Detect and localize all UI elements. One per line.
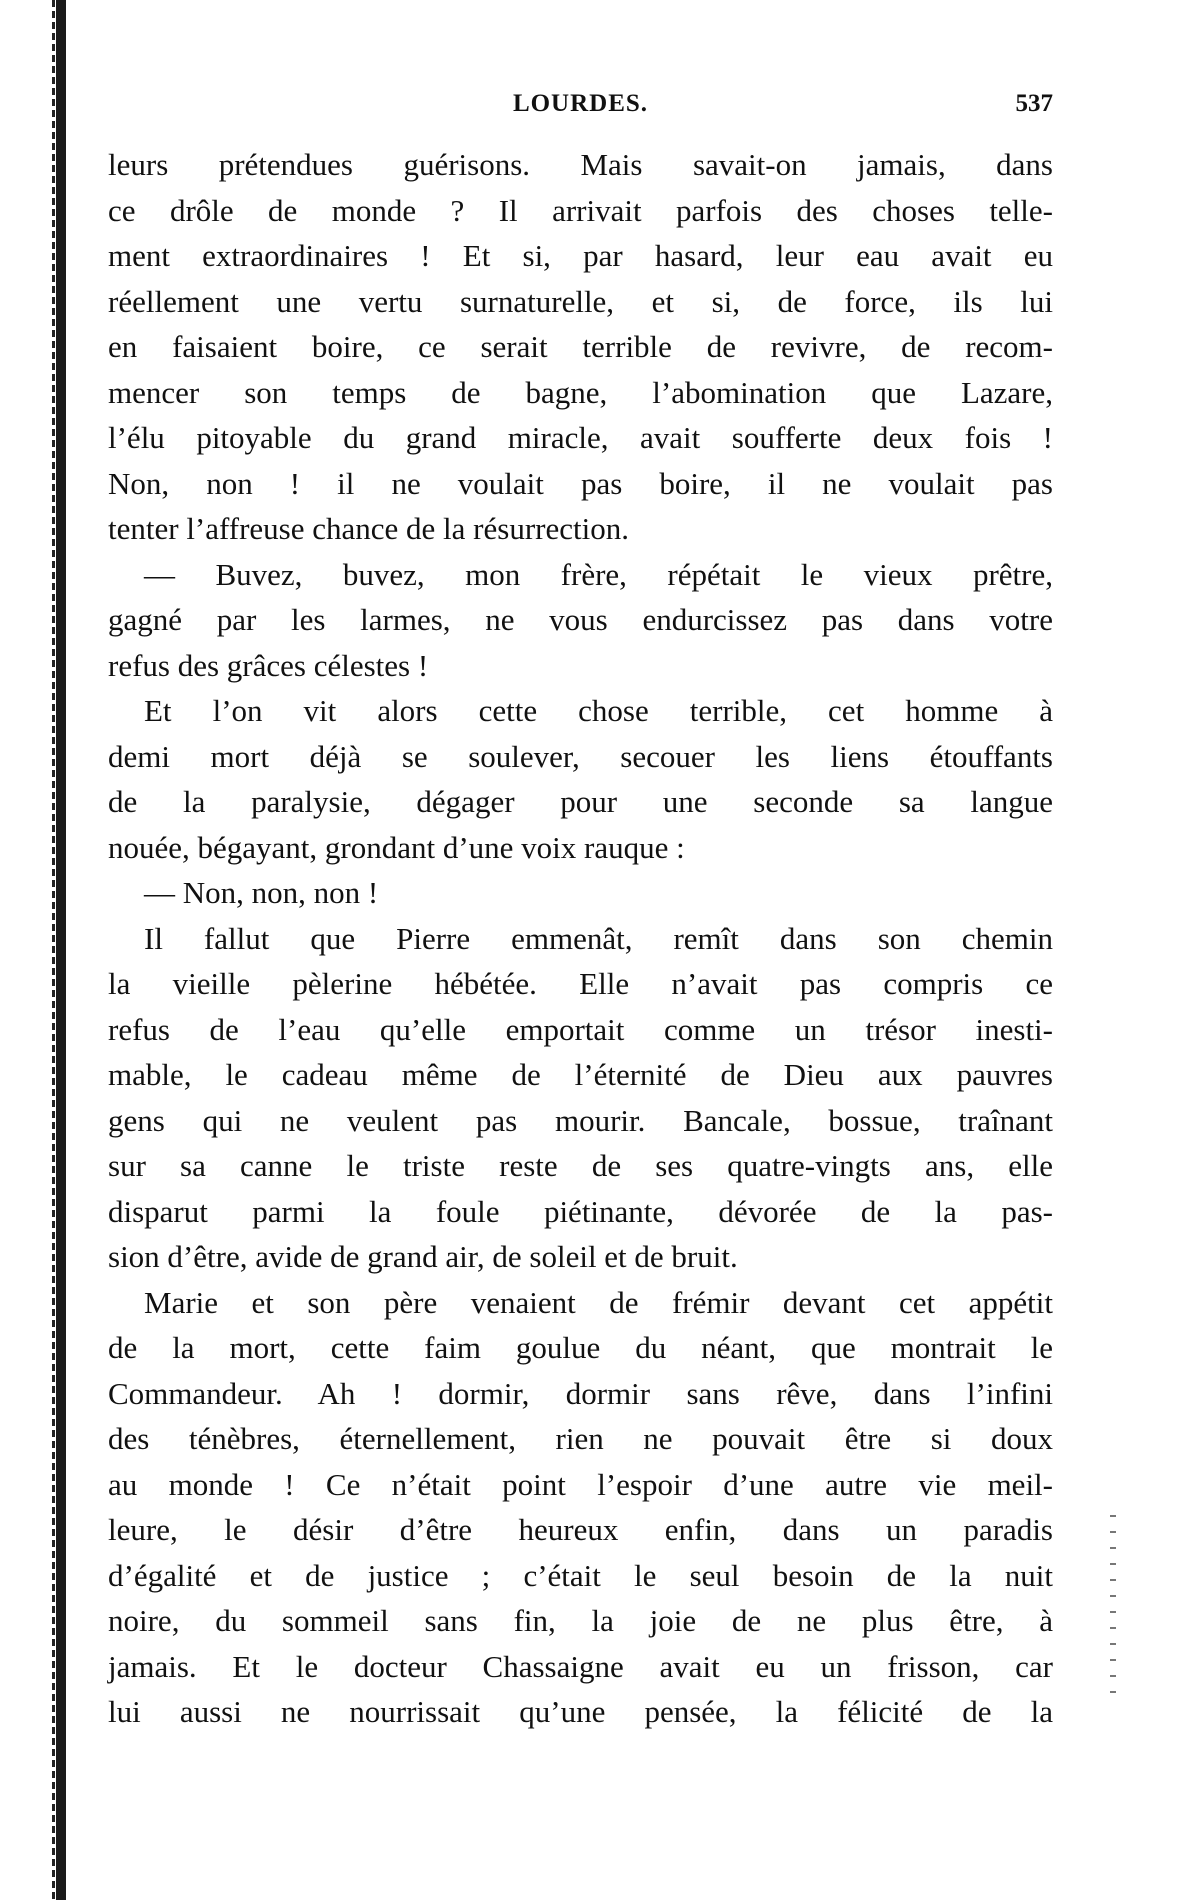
running-title: LOURDES. — [512, 90, 649, 117]
text-line: Non, non ! il ne voulait pas boire, il ne voulait pas — [108, 465, 1053, 501]
body-text — [108, 142, 1053, 1735]
text-line: l’élu pitoyable du grand miracle, avait soufferte deux fois ! — [108, 420, 1053, 455]
text-line: d’égalité et de justice ; c’était le seul besoin de la nuit — [108, 1557, 1053, 1593]
book-binding-edge — [56, 0, 66, 1900]
text-line: sion d’être, avide de grand air, de soleil et de bruit. — [108, 1239, 738, 1274]
text-line: Et l’on vit alors cette chose terrible, cet homme à — [144, 693, 1053, 728]
text-line: Marie et son père venaient de frémir devant cet appétit — [144, 1284, 1053, 1320]
text-line: gagné par les larmes, ne vous endurcissez pas dans votre — [108, 602, 1053, 637]
text-line: lui aussi ne nourrissait qu’une pensée, la félicité de la — [108, 1694, 1053, 1729]
text-line: refus des grâces célestes ! — [108, 647, 429, 683]
text-line: en faisaient boire, ce serait terrible de revivre, de recom- — [108, 329, 1053, 364]
text-line: au monde ! Ce n’était point l’espoir d’une autre vie meil- — [108, 1466, 1053, 1502]
margin-marks — [1110, 1515, 1116, 1707]
text-line: nouée, bégayant, grondant d’une voix rauque : — [108, 829, 685, 865]
page-number: 537 — [1015, 90, 1053, 117]
page-header — [108, 90, 1053, 126]
text-line: demi mort déjà se soulever, secouer les liens étouffants — [108, 738, 1053, 774]
text-line: noire, du sommeil sans fin, la joie de ne plus être, à — [108, 1603, 1053, 1638]
text-line: ce drôle de monde ? Il arrivait parfois des choses telle- — [108, 192, 1053, 228]
text-line: leurs prétendues guérisons. Mais savait-on jamais, dans — [108, 147, 1053, 182]
text-line: jamais. Et le docteur Chassaigne avait eu un frisson, car — [108, 1648, 1053, 1684]
text-line: refus de l’eau qu’elle emportait comme un trésor inesti- — [108, 1011, 1053, 1047]
text-line: des ténèbres, éternellement, rien ne pouvait être si doux — [108, 1421, 1053, 1456]
text-line: disparut parmi la foule piétinante, dévorée de la pas- — [108, 1193, 1053, 1229]
text-line: Il fallut que Pierre emmenât, remît dans son chemin — [144, 920, 1053, 956]
book-binding-pattern — [52, 0, 55, 1900]
text-line: gens qui ne veulent pas mourir. Bancale, bossue, traînant — [108, 1102, 1053, 1138]
text-line: tenter l’affreuse chance de la résurrection. — [108, 511, 629, 546]
text-line: réellement une vertu surnaturelle, et si, de force, ils lui — [108, 283, 1053, 319]
text-line: — Non, non, non ! — [144, 875, 379, 910]
text-line: — Buvez, buvez, mon frère, répétait le vieux prêtre, — [144, 556, 1053, 592]
text-line: Commandeur. Ah ! dormir, dormir sans rêve, dans l’infini — [108, 1375, 1053, 1411]
text-line: de la paralysie, dégager pour une seconde sa langue — [108, 784, 1053, 819]
text-line: leure, le désir d’être heureux enfin, dans un paradis — [108, 1512, 1053, 1547]
text-line: de la mort, cette faim goulue du néant, que montrait le — [108, 1330, 1053, 1365]
text-line: mencer son temps de bagne, l’abomination que Lazare, — [108, 374, 1053, 410]
text-line: mable, le cadeau même de l’éternité de Dieu aux pauvres — [108, 1057, 1053, 1092]
text-line: ment extraordinaires ! Et si, par hasard, leur eau avait eu — [108, 238, 1053, 273]
text-line: sur sa canne le triste reste de ses quatre-vingts ans, elle — [108, 1148, 1053, 1183]
text-line: la vieille pèlerine hébétée. Elle n’avait pas compris ce — [108, 966, 1053, 1001]
